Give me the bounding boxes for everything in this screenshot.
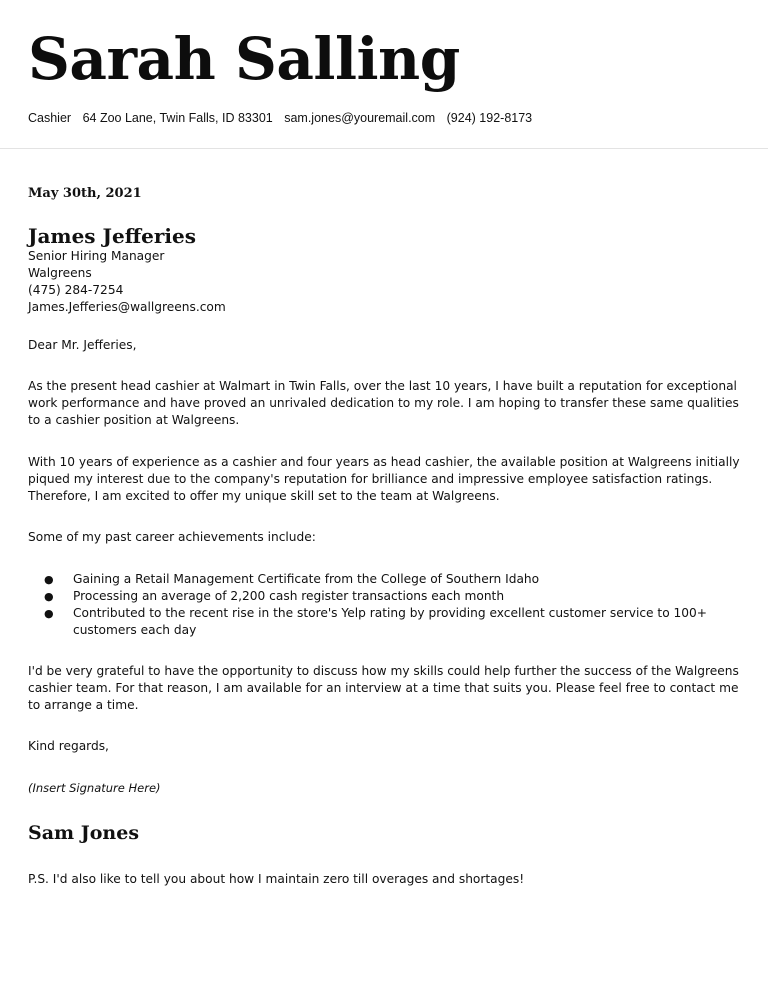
paragraph-experience: With 10 years of experience as a cashier and four years as head cashier, the available position at Walgreens initially piqued my interest due to the company's reputation for brilliance and impressive employee satisfaction ratings. Therefore, I am excited to offer my unique skill set to the team at Walgreens.	[28, 455, 740, 503]
achievement-text: Processing an average of 2,200 cash register transactions each month	[73, 589, 505, 603]
sender-phone: (924) 192-8173	[446, 111, 533, 125]
recipient-email: James.Jefferies@wallgreens.com	[28, 300, 226, 314]
list-item	[28, 571, 740, 588]
recipient-details	[28, 248, 226, 316]
recipient-title: Senior Hiring Manager	[28, 249, 165, 263]
signature-placeholder: (Insert Signature Here)	[28, 781, 161, 795]
letter-header	[0, 0, 768, 149]
recipient-company: Walgreens	[28, 266, 92, 280]
sender-name: Sarah Salling	[28, 25, 460, 93]
paragraph-achievements-intro: Some of my past career achievements include:	[28, 530, 316, 544]
bullet-icon: ●	[44, 573, 54, 586]
paragraph-interview-request: I'd be very grateful to have the opportunity to discuss how my skills could help further the success of the Walgreens cashier team. For that reason, I am available for an interview at a time that suits you. Please feel free to contact me to arrange a time.	[28, 664, 739, 712]
paragraph-intro: As the present head cashier at Walmart in Twin Falls, over the last 10 years, I have built a reputation for exceptional work performance and have proved an unrivaled dedication to my role. I am hoping to transfer these same qualities to a cashier position at Walgreens.	[28, 379, 739, 427]
salutation: Dear Mr. Jefferies,	[28, 338, 137, 352]
achievement-text: Gaining a Retail Management Certificate from the College of Southern Idaho	[73, 572, 540, 586]
bullet-icon: ●	[44, 590, 54, 603]
closing: Kind regards,	[28, 739, 109, 753]
achievement-text: Contributed to the recent rise in the store's Yelp rating by providing excellent customer service to 100+ customers each day	[73, 606, 708, 637]
list-item	[28, 588, 740, 605]
sender-job-title: Cashier	[28, 111, 72, 125]
list-item	[28, 605, 740, 639]
sender-contact-line	[28, 109, 540, 127]
signer-name: Sam Jones	[28, 822, 140, 844]
postscript: P.S. I'd also like to tell you about how I maintain zero till overages and shortages!	[28, 872, 525, 886]
sender-email: sam.jones@youremail.com	[284, 111, 436, 125]
sender-address: 64 Zoo Lane, Twin Falls, ID 83301	[82, 111, 273, 125]
recipient-phone: (475) 284-7254	[28, 283, 124, 297]
letter-date: May 30th, 2021	[28, 186, 142, 201]
achievements-list	[28, 571, 740, 639]
recipient-name: James Jefferies	[28, 224, 196, 248]
bullet-icon: ●	[44, 607, 54, 620]
